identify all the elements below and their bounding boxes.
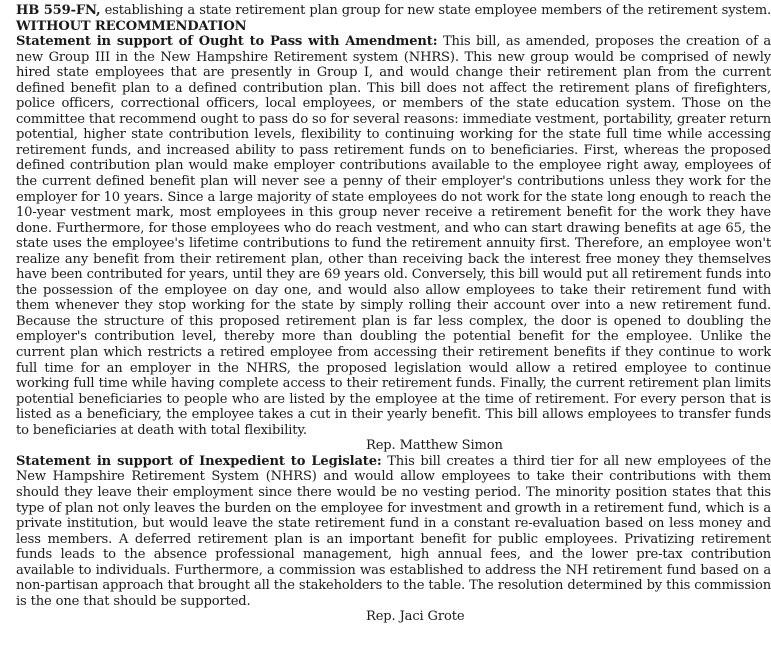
majority-statement <box>16 34 771 438</box>
recommendation: WITHOUT RECOMMENDATION <box>16 18 247 34</box>
minority-statement <box>16 454 771 609</box>
minority-signature: Rep. Jaci Grote <box>366 609 465 625</box>
bill-header <box>16 3 771 34</box>
majority-text: This bill, as amended, proposes the creation of a new Group III in the New Hampshire Retirement system (NHRS). This new group would be comprised of newly hired state employees that are presently in Group I, and would change their retirement plan from the current defined benefit plan to a defined contribution plan. This bill does not affect the retirement plans of firefighters, police officers, correctional officers, local employees, or members of the state education system. Those on the committee that recommend ought to pass do so for several reasons: immediate vestment, portability, greater return potential, higher state contribution levels, flexibility to continuing working for the state full time while accessing retirement funds, and increased ability to pass retirement funds on to beneficiaries. First, whereas the proposed defined contribution plan would make employer contributions available to the employee right away, employees of the current defined benefit plan will never see a penny of their employer's contributions unless they work for the employer for 10 years. Since a large majority of state employees do not work for the state long enough to reach the 10-year vestment mark, most employees in this group never receive a retirement benefit for the work they have done. Furthermore, for those employees who do reach vestment, and who can start drawing benefits at age 65, the state uses the employee's lifetime contributions to fund the retirement annuity first. Therefore, an employee won't realize any benefit from their retirement plan, other than receiving back the interest free money they themselves have been contributed for years, until they are 69 years old. Conversely, this bill would put all retirement funds into the possession of the employee on day one, and would also allow employees to take their retirement fund with them whenever they stop working for the state by simply rolling their account over into a new retirement fund. Because the structure of this proposed retirement plan is far less complex, the door is opened to doubling the employer's contribution level, thereby more than doubling the potential benefit for the employee. Unlike the current plan which restricts a retired employee from accessing their retirement benefits if they continue to work full time for an employer in the NHRS, the proposed legislation would allow a retired employee to continue working full time while having complete access to their retirement funds. Finally, the current retirement plan limits potential beneficiaries to people who are listed by the employee at the time of retirement. For every person that is listed as a beneficiary, the employee takes a cut in their yearly benefit. This bill allows employees to transfer funds to beneficiaries at death with total flexibility. <box>16 34 771 438</box>
bill-id: HB 559-FN, <box>16 3 101 18</box>
bill-title: establishing a state retirement plan group for new state employee members of the retirement system. <box>100 3 771 18</box>
majority-signature: Rep. Matthew Simon <box>366 438 503 454</box>
minority-text: This bill creates a third tier for all new employees of the New Hampshire Retirement System (NHRS) and would allow employees to take their contributions with them should they leave their employment since there would be no vesting period. The minority position states that this type of plan not only leaves the burden on the employee for investment and growth in a retirement fund, which is a private institution, but would leave the state retirement fund in a constant re-evaluation based on less money and less members. A deferred retirement plan is an important benefit for public employees. Privatizing retirement funds leads to the absence professional management, high annual fees, and the lower pre-tax contribution available to individuals. Furthermore, a commission was established to address the NH retirement fund based on a non-partisan approach that brought all the stakeholders to the table. The resolution determined by this commission is the one that should be supported. <box>16 453 771 609</box>
minority-heading: Statement in support of Inexpedient to Legislate: <box>16 453 382 469</box>
majority-heading: Statement in support of Ought to Pass with Amendment: <box>16 34 438 50</box>
